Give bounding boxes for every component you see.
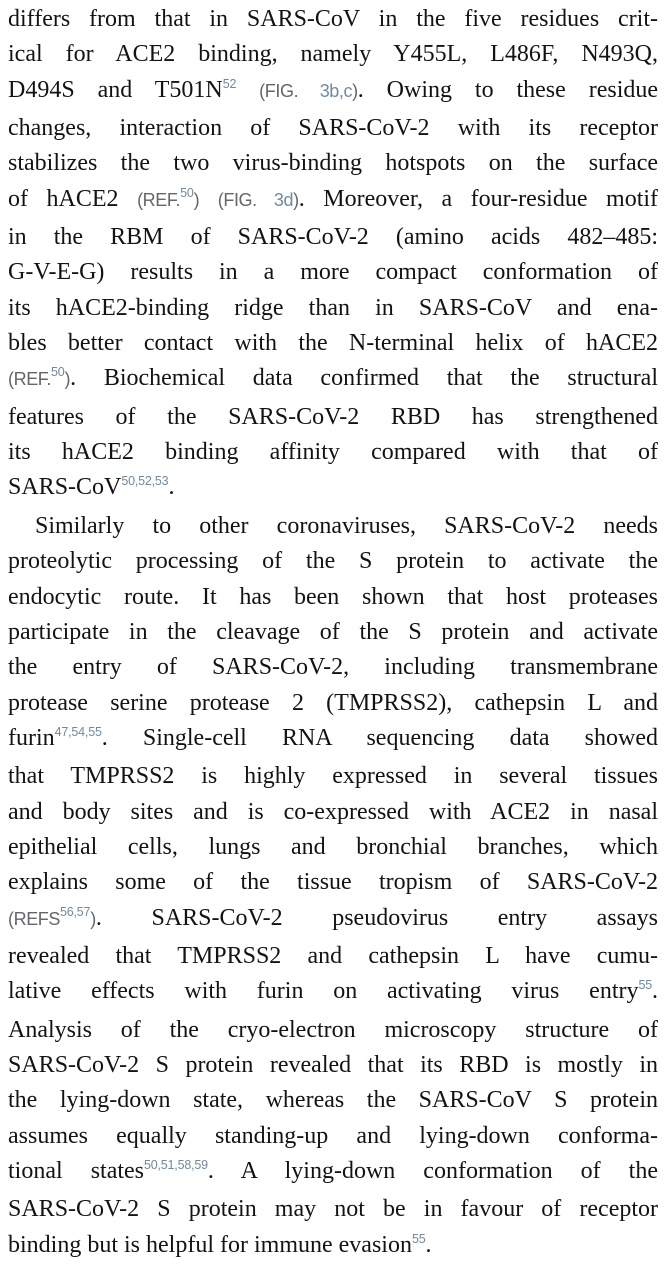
ref-label: ) xyxy=(193,189,200,210)
body-text-run: G-V-E-G) results in a more compact conformation of xyxy=(8,259,658,286)
reference-superscript[interactable]: 55 xyxy=(638,978,652,993)
body-text-run: Analysis of the cryo-electron microscopy structure of xyxy=(8,1016,658,1043)
body-text-run: explains some of the tissue tropism of SARS-CoV-2 xyxy=(8,869,658,896)
body-text-run: lative effects with furin on activating virus entry xyxy=(8,978,639,1005)
text-line xyxy=(8,37,658,72)
text-line xyxy=(8,400,658,435)
text-line xyxy=(8,182,658,220)
text-line xyxy=(8,73,658,111)
text-line xyxy=(8,1048,658,1083)
body-text-run xyxy=(236,77,259,103)
text-line xyxy=(8,974,658,1012)
body-text-run: revealed that TMPRSS2 and cathepsin L have cumu- xyxy=(8,942,658,969)
text-line xyxy=(8,580,658,615)
body-text-run: differs from that in SARS-CoV in the five residues crit- xyxy=(8,6,658,32)
text-line xyxy=(8,435,658,470)
body-text-run: . A lying-down conformation of the xyxy=(207,1158,658,1184)
body-text-run: . Biochemical data confirmed that the structural xyxy=(70,365,658,392)
text-line xyxy=(8,650,658,685)
text-line xyxy=(8,361,658,399)
paragraph xyxy=(8,509,658,1266)
body-text-run: protease serine protease 2 (TMPRSS2), cathepsin L and xyxy=(8,689,658,716)
ref-label: (FIG. xyxy=(217,189,274,210)
ref-label: ) xyxy=(64,369,71,390)
body-text-run: changes, interaction of SARS-CoV-2 with its receptor xyxy=(8,115,658,142)
ref-label: (FIG. xyxy=(259,80,320,101)
text-line xyxy=(8,939,658,974)
body-text-run: binding but is helpful for immune evasion xyxy=(8,1231,412,1258)
text-line xyxy=(8,865,658,900)
reference-superscript[interactable]: 50,51,58,59 xyxy=(144,1158,208,1172)
reference-superscript[interactable]: 50,52,53 xyxy=(121,474,169,489)
text-line xyxy=(8,1154,658,1192)
body-text-run: epithelial cells, lungs and bronchial branches, which xyxy=(8,833,658,860)
body-text-run: Similarly to other coronaviruses, SARS-CoV-2 needs xyxy=(35,512,658,539)
reference-superscript[interactable]: 55 xyxy=(411,1231,426,1246)
body-text-run: of hACE2 xyxy=(8,185,138,212)
text-line xyxy=(8,255,658,290)
body-text-run: the entry of SARS-CoV-2, including transmembrane xyxy=(8,654,658,681)
text-line xyxy=(8,220,658,255)
reference-superscript[interactable]: 50 xyxy=(51,365,65,380)
ref-label: ) xyxy=(90,908,96,929)
text-line xyxy=(8,2,658,37)
body-text-run: D494S and T501N xyxy=(8,76,223,103)
body-text-run: . xyxy=(168,474,175,501)
text-line xyxy=(8,759,658,794)
body-text-run: features of the SARS-CoV-2 RBD has strengthened xyxy=(8,403,658,430)
paragraph xyxy=(8,2,658,509)
reference-superscript[interactable]: 47,54,55 xyxy=(54,724,102,739)
text-line xyxy=(8,686,658,721)
text-line xyxy=(8,326,658,361)
body-text-run: its hACE2-binding ridge than in SARS-CoV and ena- xyxy=(8,294,658,321)
body-text-run: the lying-down state, whereas the SARS-CoV S protein xyxy=(8,1087,658,1114)
body-text-run: stabilizes the two virus-binding hotspots on the surface xyxy=(8,150,658,177)
text-line xyxy=(8,795,658,830)
figure-link[interactable]: 3b,c xyxy=(319,80,353,101)
body-text-run xyxy=(199,186,218,212)
text-line xyxy=(8,1192,658,1227)
ref-label: ) xyxy=(293,189,299,210)
body-text-run: participate in the cleavage of the S protein and activate xyxy=(8,618,658,645)
text-line xyxy=(8,470,658,508)
body-text-run: . xyxy=(425,1231,432,1258)
body-text-run: that TMPRSS2 is highly expressed in several tissues xyxy=(8,763,658,790)
body-text-run: . Moreover, a four-residue motif xyxy=(298,185,659,212)
reference-superscript[interactable]: 52 xyxy=(222,76,237,91)
reference-superscript[interactable]: 56,57 xyxy=(60,904,91,919)
text-line xyxy=(8,830,658,865)
body-text-run: in the RBM of SARS-CoV-2 (amino acids 482–485: xyxy=(8,224,658,251)
text-line xyxy=(8,544,658,579)
ref-label: (REFS xyxy=(8,908,61,929)
body-text-run: . Single-cell RNA sequencing data showed xyxy=(101,724,658,751)
text-line xyxy=(8,1013,658,1048)
body-text-run: SARS-CoV-2 S protein revealed that its RBD is mostly in xyxy=(8,1051,658,1078)
text-line xyxy=(8,1228,658,1266)
body-text-run: bles better contact with the N-terminal helix of hACE2 xyxy=(8,330,658,357)
body-text-run: endocytic route. It has been shown that host proteases xyxy=(8,583,658,610)
body-text-run: assumes equally standing-up and lying-down conforma- xyxy=(8,1122,658,1149)
reference-superscript[interactable]: 50 xyxy=(180,185,194,200)
body-text-run: . xyxy=(652,978,658,1005)
ref-label: ) xyxy=(352,80,358,101)
text-line xyxy=(8,901,658,939)
text-line xyxy=(8,509,658,544)
body-text-run: ical for ACE2 binding, namely Y455L, L486F, N493Q, xyxy=(8,41,658,68)
body-text-run: . Owing to these residue xyxy=(357,76,659,103)
text-line xyxy=(8,291,658,326)
body-text-run: and body sites and is co-expressed with ACE2 in nasal xyxy=(8,798,658,825)
text-line xyxy=(8,111,658,146)
text-line xyxy=(8,1083,658,1118)
body-text-run: SARS-CoV xyxy=(8,474,122,501)
text-line xyxy=(8,1119,658,1154)
body-text-run: . SARS-CoV-2 pseudovirus entry assays xyxy=(95,904,658,931)
figure-link[interactable]: 3d xyxy=(273,189,294,210)
ref-label: (REF. xyxy=(8,369,52,390)
body-text-run: furin xyxy=(8,724,55,751)
body-text-run: SARS-CoV-2 S protein may not be in favour of receptor xyxy=(8,1196,658,1223)
body-text-run: tional states xyxy=(8,1158,145,1184)
text-line xyxy=(8,721,658,759)
text-line xyxy=(8,146,658,181)
body-text-run: its hACE2 binding affinity compared with that of xyxy=(8,439,658,466)
ref-label: (REF. xyxy=(137,189,181,210)
body-text-run: proteolytic processing of the S protein to activate the xyxy=(8,548,658,575)
text-line xyxy=(8,615,658,650)
